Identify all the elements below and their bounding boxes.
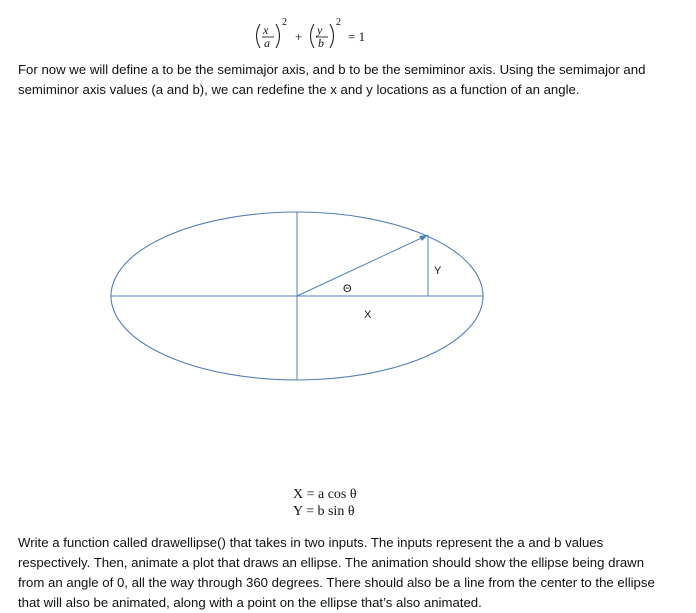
eq-term1-denominator: a: [264, 36, 270, 50]
eq-term2-denominator: b: [318, 36, 324, 50]
theta-label: Θ: [343, 283, 352, 295]
eq-term2-exponent: 2: [336, 17, 341, 28]
radius-line: [297, 235, 428, 296]
x-label: X: [364, 309, 372, 321]
eq-term1-exponent: 2: [282, 17, 287, 28]
intro-paragraph: For now we will define a to be the semimajor axis, and b to be the semiminor axis. Using the semimajor and semiminor axis values (a and b), we can redefine the x and y locations as a function of an angle.: [18, 62, 646, 97]
parametric-equations: [293, 486, 357, 520]
x-equation: X = a cos θ: [293, 487, 357, 502]
task-paragraph: Write a function called drawellipse() that takes in two inputs. The inputs represent the a and b values respectively. Then, animate a plot that draws an ellipse. The animation should show the ellipse being drawn from an angle of 0, all the way through 360 degrees. There should also be a line from the center to the ellipse that will also be animated, along with a point on the ellipse that’s also animated.: [18, 535, 655, 610]
eq-term1-numerator: x: [263, 23, 269, 37]
eq-rhs: = 1: [348, 29, 366, 44]
y-equation: Y = b sin θ: [293, 504, 355, 519]
y-label: Y: [434, 265, 442, 277]
eq-term2-numerator: y: [317, 23, 323, 37]
eq-plus: +: [295, 29, 303, 44]
radius-arrowhead: [419, 235, 428, 241]
